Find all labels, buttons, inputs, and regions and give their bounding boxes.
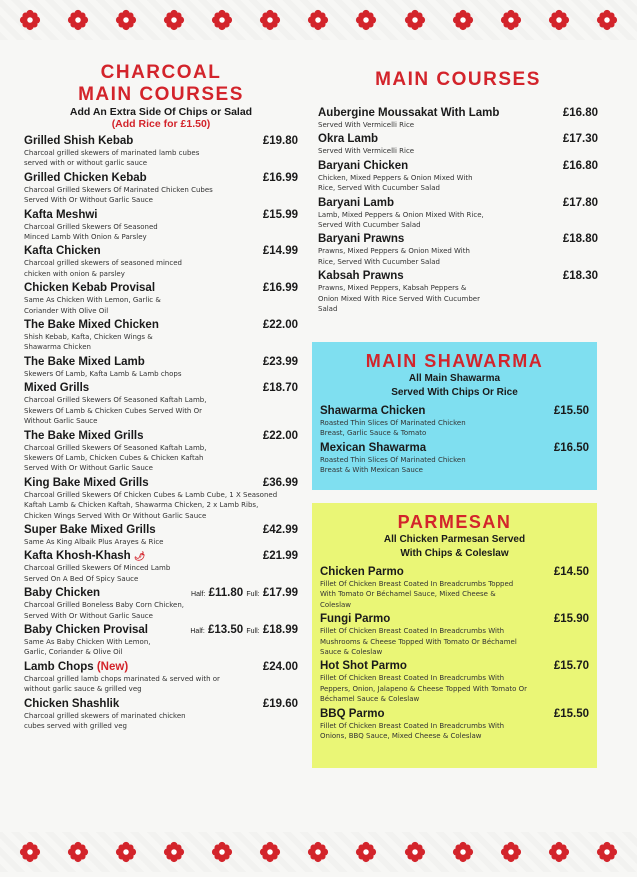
item-desc: Charcoal Grilled Boneless Baby Corn Chicken, Served With Or Without Garlic Sauce <box>24 601 185 620</box>
menu-item <box>318 132 598 156</box>
item-price: £21.99 <box>262 550 298 563</box>
item-price: £14.99 <box>262 245 298 258</box>
shawarma-sub2: Served With Chips Or Rice <box>391 387 518 398</box>
item-name: Shawarma Chicken <box>320 405 426 417</box>
item-price: £16.80 <box>562 159 598 172</box>
flower-icon <box>67 841 89 863</box>
item-name: Grilled Shish Kebab <box>24 135 134 147</box>
shawarma-section <box>312 342 597 490</box>
flower-icon <box>500 841 522 863</box>
full-label: Full: <box>246 627 260 635</box>
item-name: Kafta Chicken <box>24 245 101 258</box>
item-price: £19.60 <box>262 697 298 710</box>
item-name: Super Bake Mixed Grills <box>24 523 156 536</box>
item-price-half-full <box>191 587 298 599</box>
menu-item <box>24 244 298 279</box>
menu-item <box>318 196 598 231</box>
item-price: £14.50 <box>553 566 589 578</box>
item-price: £18.70 <box>262 382 298 395</box>
menu-item <box>24 134 298 169</box>
item-price: £17.80 <box>562 196 598 209</box>
menu-item-baby-chicken <box>24 586 298 621</box>
menu-item <box>24 318 298 353</box>
item-desc: Fillet Of Chicken Breast Coated In Breadcrumbs Topped With Tomato Or Béchamel Sauce, Mixed Cheese & Coleslaw <box>320 580 514 609</box>
flower-icon <box>115 9 137 31</box>
charcoal-subtitle: Add An Extra Side Of Chips or Salad <box>69 106 253 118</box>
item-name <box>24 660 128 674</box>
flower-icon <box>67 9 89 31</box>
full-price: £17.99 <box>262 587 298 600</box>
flower-icon <box>355 841 377 863</box>
item-name: Baryani Lamb <box>318 196 395 209</box>
item-name: BBQ Parmo <box>320 707 385 720</box>
flower-icon <box>596 9 618 31</box>
flower-icon <box>596 841 618 863</box>
flower-icon <box>211 9 233 31</box>
item-desc: Charcoal Grilled Skewers Of Seasoned Minced Lamb With Onion & Parsley <box>24 222 158 242</box>
item-name: Chicken Shashlik <box>24 697 120 710</box>
item-desc: Fillet Of Chicken Breast Coated In Breadcrumbs With Peppers, Onion, Jalapeno & Cheese Topped With Tomato Or Béchamel Sauce & Coleslaw <box>320 674 528 704</box>
item-name: The Bake Mixed Chicken <box>24 319 159 332</box>
flower-icon <box>307 9 329 31</box>
flower-icon <box>452 841 474 863</box>
item-price: £23.99 <box>262 355 298 368</box>
menu-item <box>320 659 589 704</box>
menu-item <box>320 565 589 610</box>
half-price: £13.50 <box>207 623 244 636</box>
item-price: £36.99 <box>262 476 298 489</box>
item-name-text: Kafta Khosh-Khash <box>24 550 131 563</box>
flower-icon <box>404 9 426 31</box>
menu-item-chicken-shashlik <box>24 697 298 732</box>
parmesan-title: PARMESAN <box>397 512 512 532</box>
flower-icon <box>452 9 474 31</box>
item-price: £42.99 <box>262 523 298 536</box>
menu-item <box>24 381 298 426</box>
item-name: Kafta Meshwi <box>24 208 98 221</box>
flower-icon <box>163 841 185 863</box>
item-desc: Charcoal grilled skewers of marinated chicken cubes served with grilled veg <box>24 711 186 730</box>
shawarma-sub1: All Main Shawarma <box>408 373 501 384</box>
half-label: Half: <box>190 627 205 635</box>
menu-item <box>318 159 598 194</box>
parmesan-sub1: All Chicken Parmesan Served <box>383 534 526 545</box>
half-price: £11.80 <box>208 587 244 600</box>
chili-icon: 🌶 <box>133 551 146 562</box>
new-tag: (New) <box>96 660 129 673</box>
item-desc: Prawns, Mixed Peppers, Kabsah Peppers & Onion Mixed With Rice Served With Cucumber Salad <box>318 284 480 314</box>
item-name: Chicken Kebab Provisal <box>24 282 156 295</box>
main-courses-section <box>318 62 598 314</box>
charcoal-section <box>24 62 298 731</box>
item-price: £16.50 <box>553 441 589 454</box>
menu-item <box>24 355 298 379</box>
flower-icon <box>355 9 377 31</box>
main-courses-title: MAIN COURSES <box>375 69 541 90</box>
flower-icon <box>500 9 522 31</box>
menu-item <box>24 549 298 584</box>
flower-icon <box>307 841 329 863</box>
menu-item <box>318 232 598 267</box>
item-price-half-full <box>190 624 298 636</box>
item-name-text: Lamb Chops <box>24 660 94 673</box>
item-price: £16.99 <box>262 171 298 184</box>
menu-item <box>320 707 589 742</box>
menu-item <box>320 441 589 476</box>
item-price: £15.50 <box>553 707 589 720</box>
item-desc: Fillet Of Chicken Breast Coated In Breadcrumbs With Mushrooms & Cheese Topped With Tomato Or Béchamel Sauce & Coleslaw <box>320 627 517 657</box>
item-name: Mexican Shawarma <box>320 441 427 454</box>
item-name: Baby Chicken <box>24 587 101 600</box>
item-price: £18.30 <box>562 270 598 283</box>
item-name: Mixed Grills <box>24 382 90 395</box>
item-name: The Bake Mixed Lamb <box>24 355 145 368</box>
item-desc: Same As Baby Chicken With Lemon, Garlic, Coriander & Olive Oil <box>24 637 151 657</box>
item-desc: Prawns, Mixed Peppers & Onion Mixed With Rice, Served With Cucumber Salad <box>318 247 470 266</box>
menu-item <box>318 269 598 314</box>
item-desc: Charcoal Grilled Skewers Of Seasoned Kaftah Lamb, Skewers Of Lamb & Chicken Cubes Served With Or Without Garlic Sauce <box>24 396 207 426</box>
item-desc: Charcoal Grilled Skewers Of Seasoned Kaftah Lamb, Skewers Of Lamb, Chicken Cubes & Chicken Kaftah Served With Or Without Garlic Sauce <box>24 443 207 473</box>
item-desc: Charcoal grilled lamb chops marinated & served with or without garlic sauce & grilled veg <box>24 674 220 694</box>
item-name: King Bake Mixed Grills <box>24 476 149 489</box>
parmesan-sub2: With Chips & Coleslaw <box>400 548 509 559</box>
menu-item <box>24 171 298 206</box>
item-name: Aubergine Moussakat With Lamb <box>318 107 500 119</box>
item-name: Okra Lamb <box>318 133 379 146</box>
half-label: Half: <box>191 591 206 599</box>
item-desc: Charcoal Grilled Skewers Of Marinated Chicken Cubes Served With Or Without Garlic Sauce <box>24 185 213 205</box>
flower-icon <box>115 841 137 863</box>
item-price: £16.99 <box>262 282 298 295</box>
item-desc: Charcoal Grilled Skewers Of Chicken Cubes & Lamb Cube, 1 X Seasoned Kaftah Lamb & Chicken Kaftah, Shawarma Chicken, 2 x Lamb Ribs, Chicken Wings Served With Or Without Garlic Sauce <box>24 490 278 520</box>
item-desc: Same As King Albaik Plus Arayes & Rice <box>24 537 164 546</box>
flower-icon <box>548 9 570 31</box>
flower-icon <box>163 9 185 31</box>
item-desc: Served With Vermicelli Rice <box>318 121 415 129</box>
flower-icon <box>548 841 570 863</box>
item-desc: Roasted Thin Slices Of Marinated Chicken Breast, Garlic Sauce & Tomato <box>320 419 466 438</box>
menu-item <box>24 523 298 547</box>
menu-item <box>320 612 589 657</box>
item-desc: Served With Vermicelli Rice <box>318 147 415 156</box>
item-desc: Charcoal Grilled Skewers Of Minced Lamb Served On A Bed Of Spicy Sauce <box>24 564 171 583</box>
menu-item <box>24 429 298 474</box>
item-price: £15.90 <box>553 613 589 626</box>
item-desc: Same As Chicken With Lemon, Garlic & Coriander With Olive Oil <box>24 296 161 315</box>
menu-item <box>24 208 298 243</box>
charcoal-subtitle-rice: (Add Rice for £1.50) <box>111 118 211 130</box>
shawarma-title: MAIN SHAWARMA <box>365 351 544 371</box>
item-desc: Chicken, Mixed Peppers & Onion Mixed With Rice, Served With Cucumber Salad <box>318 173 473 193</box>
item-price: £15.70 <box>553 660 589 673</box>
item-price: £22.00 <box>262 319 298 332</box>
item-name: Fungi Parmo <box>320 613 391 626</box>
item-name: Kabsah Prawns <box>318 270 404 283</box>
menu-item <box>24 476 298 521</box>
item-price: £22.00 <box>262 429 298 442</box>
flower-icon <box>211 841 233 863</box>
item-desc: Charcoal grilled skewers of marinated lamb cubes served with or without garlic sauce <box>24 149 200 168</box>
item-price: £18.80 <box>562 233 598 246</box>
item-price: £16.80 <box>562 107 598 119</box>
menu-item-baby-chicken-provisal <box>24 623 298 658</box>
full-price: £18.99 <box>262 623 298 636</box>
flower-icon <box>404 841 426 863</box>
item-name: Hot Shot Parmo <box>320 660 407 673</box>
item-desc: Shish Kebab, Kafta, Chicken Wings & Shawarma Chicken <box>24 333 153 352</box>
flower-icon <box>19 841 41 863</box>
menu-item <box>24 281 298 316</box>
flower-icon <box>19 9 41 31</box>
item-name: Baby Chicken Provisal <box>24 623 148 636</box>
item-desc: Fillet Of Chicken Breast Coated In Breadcrumbs With Onions, BBQ Sauce, Mixed Cheese & Coleslaw <box>320 721 505 741</box>
item-name: Chicken Parmo <box>320 566 404 578</box>
charcoal-title-line2: MAIN COURSES <box>78 84 244 105</box>
item-name: Baryani Prawns <box>318 233 405 246</box>
item-name: The Bake Mixed Grills <box>24 429 144 442</box>
item-desc: Charcoal grilled skewers of seasoned minced chicken with onion & parsley <box>24 259 182 278</box>
top-decoration <box>0 2 637 38</box>
flower-icon <box>259 9 281 31</box>
item-name: Baryani Chicken <box>318 159 409 172</box>
item-desc: Lamb, Mixed Peppers & Onion Mixed With Rice, Served With Cucumber Salad <box>318 210 484 230</box>
menu-item <box>320 404 589 439</box>
item-desc: Skewers Of Lamb, Kafta Lamb & Lamb chops <box>24 369 182 378</box>
charcoal-title-line1: CHARCOAL <box>100 62 222 83</box>
item-name <box>24 549 145 563</box>
item-desc: Roasted Thin Slices Of Marinated Chicken Breast & With Mexican Sauce <box>320 455 466 475</box>
item-name: Grilled Chicken Kebab <box>24 171 147 184</box>
menu-item <box>318 106 598 130</box>
flower-icon <box>259 841 281 863</box>
item-price: £19.80 <box>262 135 298 147</box>
menu-item-lamb-chops <box>24 660 298 695</box>
charcoal-item-list <box>24 134 298 731</box>
parmesan-section <box>312 503 597 768</box>
item-price: £15.99 <box>262 208 298 221</box>
item-price: £17.30 <box>562 133 598 146</box>
bottom-decoration <box>0 834 637 870</box>
full-label: Full: <box>246 591 260 599</box>
item-price: £15.50 <box>553 405 589 417</box>
item-price: £24.00 <box>262 660 298 673</box>
